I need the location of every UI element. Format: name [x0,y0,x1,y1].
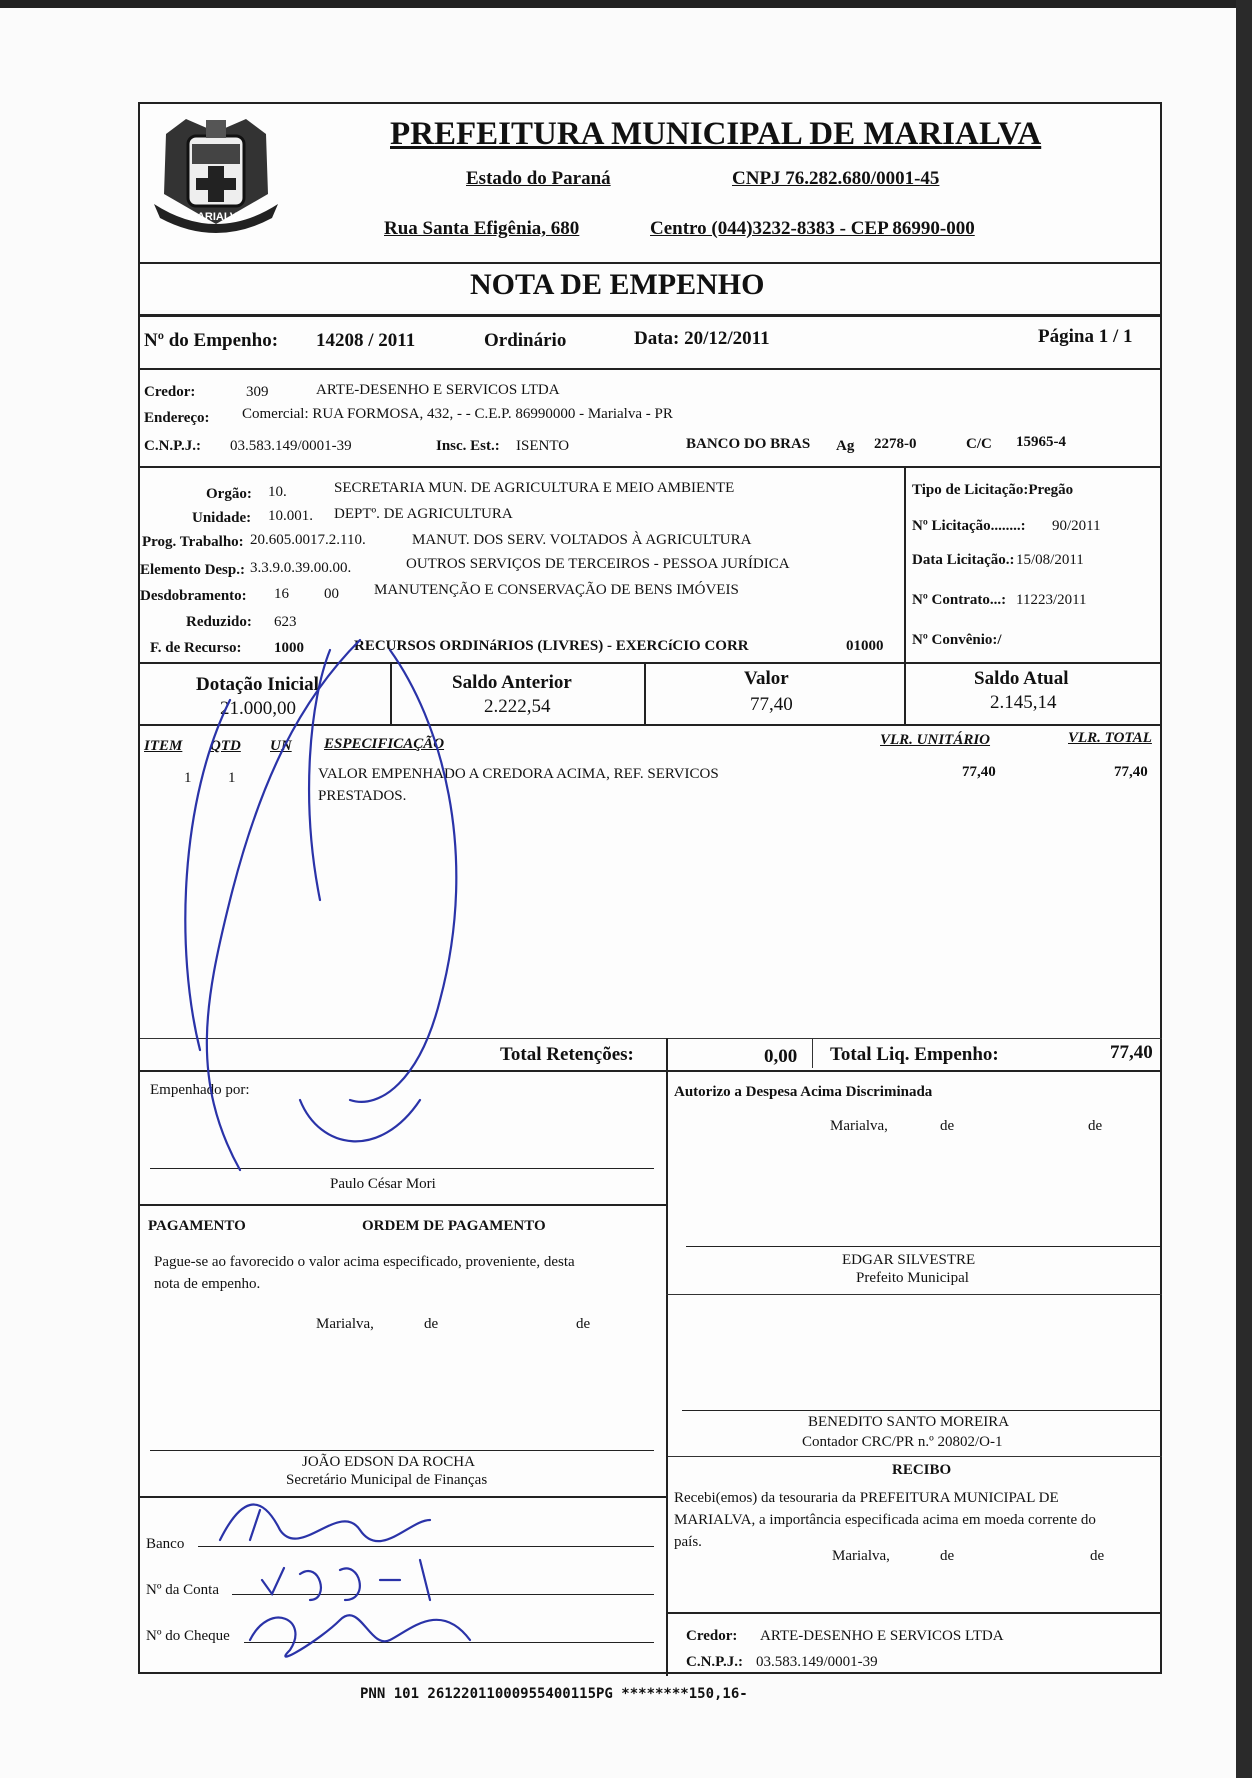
orgao-code: 10. [268,484,287,500]
cc-value: 15965-4 [1016,434,1066,450]
item-total-value: 77,40 [1114,764,1148,780]
ag-label: Ag [836,438,855,454]
saldo-atual-value: 2.145,14 [990,692,1057,713]
state-text: Estado do Paraná [466,168,611,189]
prog-code: 20.605.0017.2.110. [250,532,366,548]
reduzido-label: Reduzido: [186,614,252,630]
pagamento-text-line2: nota de empenho. [154,1276,261,1292]
cnpj-label: C.N.P.J.: [144,438,201,454]
unidade-label: Unidade: [192,510,252,526]
autorizo-de2: de [1088,1118,1103,1134]
secretario-role: Secretário Municipal de Finanças [286,1472,488,1488]
col-qtd: QTD [210,738,241,754]
pagamento-text-line1: Pague-se ao favorecido o valor acima especificado, proveniente, desta [154,1254,575,1270]
district-phone-cep: Centro (044)3232-8383 - CEP 86990-000 [650,218,975,239]
credor-cnpj: 03.583.149/0001-39 [230,438,352,454]
municipality-title: PREFEITURA MUNICIPAL DE MARIALVA [390,116,1042,152]
credor-address: Comercial: RUA FORMOSA, 432, - - C.E.P. 86990000 - Marialva - PR [242,406,673,422]
prefeito-role: Prefeito Municipal [856,1270,969,1286]
banco-label: Banco [146,1536,185,1552]
recibo-cnpj: 03.583.149/0001-39 [756,1654,878,1670]
retencoes-label: Total Retenções: [500,1044,634,1065]
contador-role: Contador CRC/PR n.º 20802/O-1 [802,1434,1003,1450]
insc-label: Insc. Est.: [436,438,500,454]
total-liquido-value: 77,40 [1110,1042,1153,1063]
desdobramento-code: 16 [274,586,289,602]
recibo-credor-name: ARTE-DESENHO E SERVICOS LTDA [760,1628,1004,1644]
page-number: Página 1 / 1 [1038,326,1133,347]
scan-top-edge [0,0,1252,8]
ordem-pagamento-title: ORDEM DE PAGAMENTO [362,1218,546,1234]
desdobramento-label: Desdobramento: [140,588,247,604]
orgao-name: SECRETARIA MUN. DE AGRICULTURA E MEIO AMBIENTE [334,480,735,496]
col-especificacao: ESPECIFICAÇÃO [324,736,445,752]
empenhado-name: Paulo César Mori [330,1176,436,1192]
saldo-anterior-label: Saldo Anterior [452,672,572,693]
elemento-code: 3.3.9.0.39.00.00. [250,560,352,576]
recibo-title: RECIBO [892,1462,952,1478]
crest-text: MARIALVA [187,211,245,223]
prog-name: MANUT. DOS SERV. VOLTADOS À AGRICULTURA [412,532,752,548]
empenho-label: Nº do Empenho: [144,330,279,351]
tipo-licitacao: Tipo de Licitação:Pregão [912,482,1074,498]
contador-name: BENEDITO SANTO MOREIRA [808,1414,1010,1430]
banco-field[interactable] [198,1546,654,1547]
saldo-anterior-value: 2.222,54 [484,696,551,717]
cheque-label: Nº do Cheque [146,1628,230,1644]
recibo-line1: Recebi(emos) da tesouraria da PREFEITURA MUNICIPAL DE [674,1490,1059,1506]
recurso-label: F. de Recurso: [150,640,242,656]
recibo-de1: de [940,1548,955,1564]
item-qtd: 1 [228,770,236,786]
document-title: NOTA DE EMPENHO [470,268,765,301]
secretario-name: JOÃO EDSON DA ROCHA [302,1454,475,1470]
prog-label: Prog. Trabalho: [142,534,244,550]
licitacao-date-label: Data Licitação.: [912,552,1015,568]
address-header: Rua Santa Efigênia, 680 [384,218,580,239]
recurso-code: 1000 [274,640,304,656]
item-description-line1: VALOR EMPENHADO A CREDORA ACIMA, REF. SERVICOS [318,766,719,782]
recurso-number: 01000 [846,638,884,654]
col-total-value: VLR. TOTAL [1068,730,1152,746]
col-item: ITEM [144,738,183,754]
recibo-de2: de [1090,1548,1105,1564]
recibo-credor-label: Credor: [686,1628,738,1644]
empenho-date: Data: 20/12/2011 [634,328,770,349]
contrato-label: Nº Contrato...: [912,592,1007,608]
elemento-name: OUTROS SERVIÇOS DE TERCEIROS - PESSOA JURÍDICA [406,556,790,572]
address-label: Endereço: [144,410,210,426]
credor-name: ARTE-DESENHO E SERVICOS LTDA [316,382,560,398]
reduzido-value: 623 [274,614,297,630]
empenho-form [138,102,1162,1674]
scan-right-edge [1236,0,1252,1778]
col-un: UN [270,738,292,754]
desdobramento-sub: 00 [324,586,339,602]
cc-label: C/C [966,436,992,452]
prefeito-name: EDGAR SILVESTRE [842,1252,976,1268]
empenhado-label: Empenhado por: [150,1082,250,1098]
col-unit-value: VLR. UNITÁRIO [880,732,991,748]
credor-label: Credor: [144,384,196,400]
dotacao-value: 21.000,00 [220,698,296,719]
ag-value: 2278-0 [874,436,917,452]
empenho-number: 14208 / 2011 [316,330,416,351]
insc-value: ISENTO [516,438,570,454]
total-liquido-label: Total Liq. Empenho: [830,1044,999,1065]
credor-code: 309 [246,384,269,400]
unidade-name: DEPTº. DE AGRICULTURA [334,506,513,522]
footer-code: PNN 101 26122011000955400115PG ********150,16- [360,1686,748,1702]
pagamento-city: Marialva, [316,1316,374,1332]
licitacao-number: 90/2011 [1052,518,1101,534]
saldo-atual-label: Saldo Atual [974,668,1069,689]
recibo-city: Marialva, [832,1548,890,1564]
valor-label: Valor [744,668,789,689]
empenho-type: Ordinário [484,330,567,351]
recibo-line3: país. [674,1534,702,1550]
convenio-label: Nº Convênio:/ [912,632,1002,648]
recibo-cnpj-label: C.N.P.J.: [686,1654,743,1670]
pagamento-de1: de [424,1316,439,1332]
unidade-code: 10.001. [268,508,313,524]
desdobramento-name: MANUTENÇÃO E CONSERVAÇÃO DE BENS IMÓVEIS [374,582,739,598]
conta-label: Nº da Conta [146,1582,219,1598]
municipal-crest-icon [146,114,286,242]
autorizo-label: Autorizo a Despesa Acima Discriminada [674,1084,933,1100]
valor-value: 77,40 [750,694,793,715]
dotacao-label: Dotação Inicial [196,674,319,695]
orgao-label: Orgão: [206,486,252,502]
pagamento-label: PAGAMENTO [148,1218,246,1234]
pagamento-de2: de [576,1316,591,1332]
bank-name: BANCO DO BRAS [686,436,811,452]
item-description-line2: PRESTADOS. [318,788,407,804]
cnpj-header: CNPJ 76.282.680/0001-45 [732,168,940,189]
licitacao-number-label: Nº Licitação........: [912,518,1026,534]
conta-field[interactable] [232,1594,654,1595]
retencoes-value: 0,00 [764,1046,798,1067]
recibo-line2: MARIALVA, a importância especificada acima em moeda corrente do [674,1512,1096,1528]
licitacao-date: 15/08/2011 [1016,552,1084,568]
elemento-label: Elemento Desp.: [140,562,245,578]
item-unit-value: 77,40 [962,764,996,780]
autorizo-de1: de [940,1118,955,1134]
cheque-field[interactable] [244,1642,654,1643]
recurso-name: RECURSOS ORDINáRIOS (LIVRES) - EXERCíCIO CORR [354,638,749,654]
autorizo-city: Marialva, [830,1118,888,1134]
item-number: 1 [184,770,192,786]
contrato-number: 11223/2011 [1016,592,1087,608]
